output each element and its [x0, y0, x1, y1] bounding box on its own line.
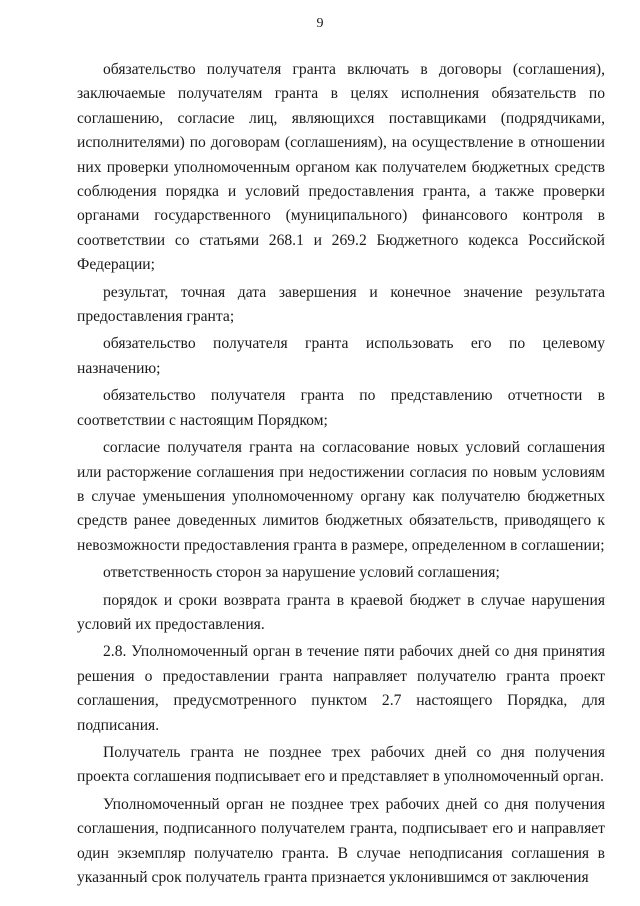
paragraph: Получатель гранта не позднее трех рабочих дней со дня получения проекта соглашения подписывает его и представляет в уполномоченный орган.: [77, 743, 605, 786]
paragraph: Уполномоченный орган не позднее трех рабочих дней со дня получения соглашения, подписанного получателем гранта, подписывает его и направляет один экземпляр получателю гранта. В случае неподписания соглашения в указанный срок получатель гранта признается уклонившимся от заключения: [77, 795, 605, 886]
paragraph: согласие получателя гранта на согласование новых условий соглашения или расторжение соглашения при недостижении согласия по новым условиям в случае уменьшения уполномоченному органу как получателю бюджетных средств ранее доведенных лимитов бюджетных обязательств, приводящего к невозможности предоставления гранта в размере, определенном в соглашении;: [77, 439, 605, 554]
paragraph: ответственность сторон за нарушение условий соглашения;: [103, 564, 500, 582]
paragraph: обязательство получателя гранта использовать его по целевому назначению;: [77, 335, 605, 377]
paragraph: порядок и сроки возврата гранта в краевой бюджет в случае нарушения условий их предоставления.: [77, 591, 605, 633]
paragraph: результат, точная дата завершения и конечное значение результата предоставления гранта;: [77, 283, 605, 326]
paragraph: обязательство получателя гранта по представлению отчетности в соответствии с настоящим Порядком;: [77, 387, 605, 429]
page-number: 9: [316, 16, 324, 31]
paragraph: 2.8. Уполномоченный орган в течение пяти рабочих дней со дня принятия решения о предоставлении гранта направляет получателю гранта проект соглашения, предусмотренного пунктом 2.7 настоящего Порядка, для подписания.: [77, 643, 605, 734]
document-body: [77, 58, 605, 890]
paragraph: обязательство получателя гранта включать в договоры (соглашения), заключаемые получателям гранта в целях исполнения обязательств по соглашению, согласие лиц, являющихся поставщиками (подрядчиками, исполнителями) по договорам (соглашениям), на осуществление в отношении них проверки уполномоченным органом как получателем бюджетных средств соблюдения порядка и условий предоставления гранта, а также проверки органами государственного (муниципального) финансового контроля в соответствии со статьями 268.1 и 269.2 Бюджетного кодекса Российской Федерации;: [77, 61, 605, 274]
